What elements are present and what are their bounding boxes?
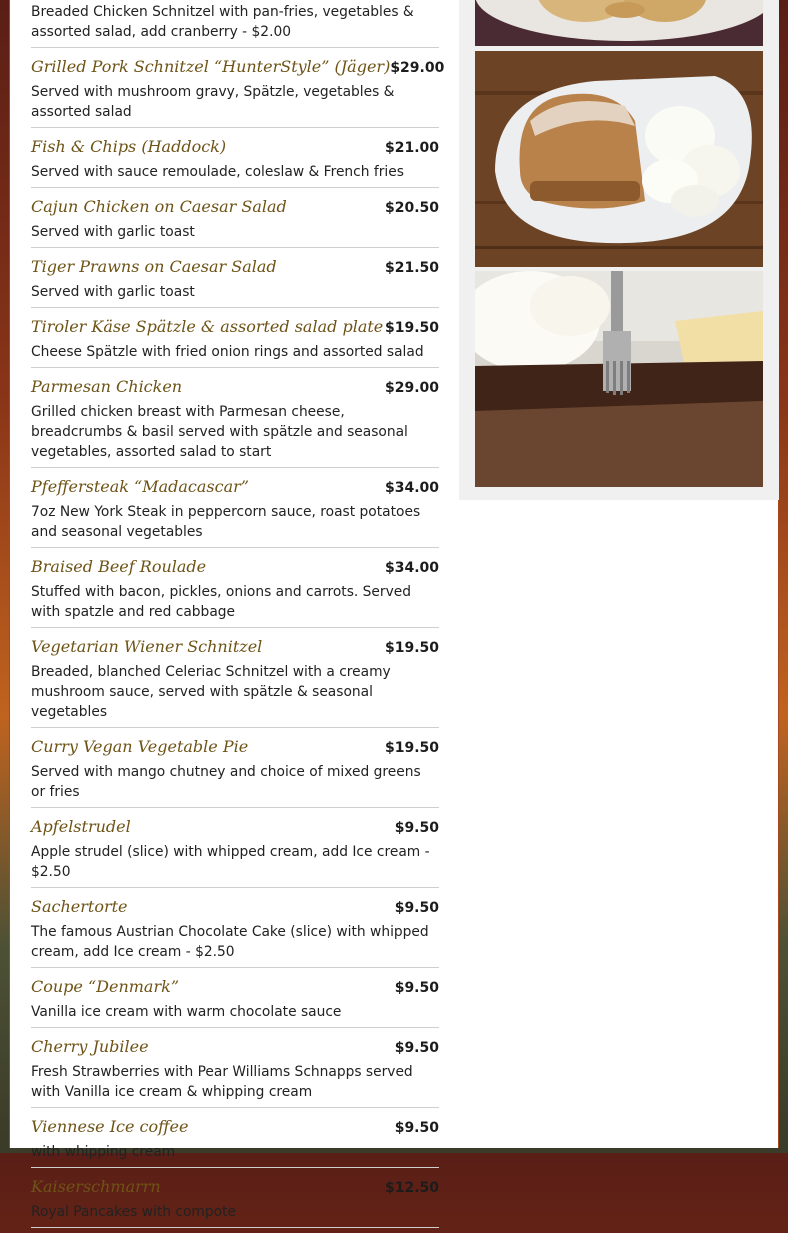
item-price: $9.50 [394,980,439,996]
item-price: $20.50 [384,200,439,216]
item-description: Apple strudel (slice) with whipped cream, add Ice cream - $2.50 [31,844,430,880]
item-price: $21.00 [384,140,439,156]
menu-item-header [31,193,439,222]
menu-item [31,813,439,888]
menu-item-header [31,813,439,842]
item-price: $34.00 [384,480,439,496]
item-price: $9.50 [394,820,439,836]
item-name: Viennese Ice coffee [31,1117,189,1136]
item-description: Served with mango chutney and choice of mixed greens or fries [31,764,421,800]
menu-item [31,893,439,968]
item-description: Served with garlic toast [31,284,195,300]
item-description: Served with garlic toast [31,224,195,240]
item-name: Braised Beef Roulade [31,557,207,576]
menu-item [31,1113,439,1168]
item-price: $34.00 [384,560,439,576]
item-name: Cajun Chicken on Caesar Salad [31,197,287,216]
item-name: Vegetarian Wiener Schnitzel [31,637,263,656]
photo-gallery [459,0,779,500]
menu-item-header [31,1173,439,1202]
item-description: with whipping cream [31,1144,176,1160]
menu-item [31,1033,439,1108]
item-name: Tiger Prawns on Caesar Salad [31,257,277,276]
menu-item-header [31,633,439,662]
item-price: $19.50 [384,640,439,656]
menu-item [31,193,439,248]
menu-item [31,373,439,468]
item-price: $9.50 [394,1040,439,1056]
menu-item [31,733,439,808]
item-price: $19.50 [384,740,439,756]
menu-item [31,1173,439,1228]
item-description: Cheese Spätzle with fried onion rings and assorted salad [31,344,424,360]
item-description: Served with mushroom gravy, Spätzle, vegetables & assorted salad [31,84,395,120]
menu-item-partial [31,0,439,48]
item-description: Royal Pancakes with compote [31,1204,236,1220]
sachertorte-photo [475,271,763,487]
item-price: $9.50 [394,900,439,916]
item-price: $9.50 [394,1120,439,1136]
item-name: Grilled Pork Schnitzel “HunterStyle” (Jäger) [31,57,391,76]
apfelstrudel-photo [475,51,763,267]
item-price: $12.50 [384,1180,439,1196]
item-description: The famous Austrian Chocolate Cake (slice) with whipped cream, add Ice cream - $2.50 [31,924,429,960]
menu-item-header [31,253,439,282]
item-price: $29.00 [384,380,439,396]
menu-item [31,313,439,368]
menu-item [31,633,439,728]
item-description: Stuffed with bacon, pickles, onions and carrots. Served with spatzle and red cabbage [31,584,412,620]
item-name: Cherry Jubilee [31,1037,149,1056]
menu-item [31,253,439,308]
item-description: Fresh Strawberries with Pear Williams Schnapps served with Vanilla ice cream & whipping cream [31,1064,413,1100]
item-name: Pfeffersteak “Madacascar” [31,477,249,496]
item-name: Apfelstrudel [31,817,131,836]
menu-item [31,473,439,548]
item-description: Grilled chicken breast with Parmesan cheese, breadcrumbs & basil served with spätzle and seasonal vegetables, assorted salad to start [31,404,408,460]
item-price: $19.50 [384,320,439,336]
menu-item-header [31,313,439,342]
item-price: $21.50 [384,260,439,276]
menu-item [31,53,445,128]
item-name: Parmesan Chicken [31,377,183,396]
item-description: Served with sauce remoulade, coleslaw & French fries [31,164,404,180]
item-description: 7oz New York Steak in peppercorn sauce, roast potatoes and seasonal vegetables [31,504,421,540]
menu-item [31,553,439,628]
item-name: Kaiserschmarrn [31,1177,161,1196]
item-name: Coupe “Denmark” [31,977,179,996]
item-name: Fish & Chips (Haddock) [31,137,227,156]
menu-items [31,53,445,1228]
menu-item-header [31,1033,439,1062]
schnitzel-plate-photo [475,0,763,46]
item-description: Breaded Chicken Schnitzel with pan-fries, vegetables & assorted salad, add cranberry - $2.00 [31,4,414,40]
item-description: Breaded, blanched Celeriac Schnitzel with a creamy mushroom sauce, served with spätzle & seasonal vegetables [31,664,391,720]
menu-item-header [31,373,439,402]
item-name: Sachertorte [31,897,128,916]
menu-item [31,973,439,1028]
menu-page [9,0,779,1220]
item-name: Tiroler Käse Spätzle & assorted salad plate [31,317,384,336]
menu-item-header [31,733,439,762]
item-description: Vanilla ice cream with warm chocolate sauce [31,1004,342,1020]
menu-item-header [31,1113,439,1142]
menu-item-header [31,133,439,162]
menu-list [31,0,445,1233]
item-price: $29.00 [390,60,445,76]
menu-item-header [31,53,445,82]
menu-item-header [31,553,439,582]
item-name: Curry Vegan Vegetable Pie [31,737,249,756]
menu-item-header [31,473,439,502]
menu-item-header [31,893,439,922]
menu-item-header [31,973,439,1002]
menu-item [31,133,439,188]
